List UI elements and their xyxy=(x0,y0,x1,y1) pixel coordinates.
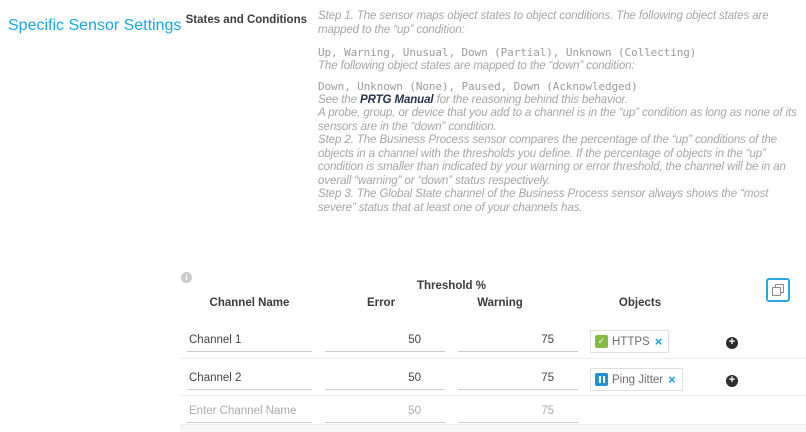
step3-paragraph: Step 3. The Global State channel of the Business Process sensor always shows the “most severe” status that at least one of your channels has. xyxy=(318,188,769,214)
see-suffix-text: for the reasoning behind this behavior. xyxy=(433,93,628,106)
channel-name-header: Channel Name xyxy=(209,297,290,309)
object-label: HTTPS xyxy=(612,335,650,348)
step1-paragraph: Step 1. The sensor maps object states to object conditions. The following object states are mapped to the “up” condition: xyxy=(318,10,769,36)
new-channel-name-input[interactable] xyxy=(187,402,312,423)
new-warning-threshold-input[interactable] xyxy=(458,402,578,423)
objects-header: Objects xyxy=(618,297,662,309)
states-help-text xyxy=(318,10,802,215)
error-threshold-input[interactable] xyxy=(325,331,445,352)
threshold-group-header: Threshold % xyxy=(416,280,486,292)
warning-header: Warning xyxy=(477,297,523,309)
object-label: Ping Jitter xyxy=(612,373,664,386)
channel-name-input[interactable] xyxy=(187,369,312,390)
error-header: Error xyxy=(366,297,396,309)
new-error-threshold-input[interactable] xyxy=(325,402,445,423)
page-title: Specific Sensor Settings xyxy=(8,16,182,34)
warning-threshold-input[interactable] xyxy=(458,331,578,352)
step2-paragraph: Step 2. The Business Process sensor compares the percentage of the “up” conditions of the objects in a channel with the thresholds you define. If the percentage of objects in the “up” condition is smaller than indicated by your warning or error threshold, the channel will be in an overall “warning” or “down” status respectively. xyxy=(318,134,786,187)
manual-paragraph xyxy=(318,94,802,135)
section-divider xyxy=(180,424,806,432)
see-prefix-text: See the xyxy=(318,93,361,106)
probe-note-text: A probe, group, or device that you add to a channel is in the “up” condition as long as none of its sensors are in the “down” condition. xyxy=(318,107,797,133)
info-icon[interactable]: i xyxy=(181,272,192,283)
up-states-list: Up, Warning, Unusual, Down (Partial), Unknown (Collecting) xyxy=(318,46,697,59)
down-intro-paragraph: The following object states are mapped to the “down” condition: xyxy=(318,59,635,72)
add-object-button[interactable]: + xyxy=(726,375,738,387)
row-divider xyxy=(180,395,806,396)
object-chip xyxy=(590,330,669,353)
pause-icon xyxy=(595,373,608,386)
remove-object-button[interactable]: × xyxy=(654,334,663,349)
check-icon: ✓ xyxy=(595,335,608,348)
add-object-button[interactable]: + xyxy=(726,337,738,349)
states-and-conditions-label: States and Conditions xyxy=(185,14,307,26)
row-divider xyxy=(180,358,806,359)
copy-button[interactable] xyxy=(766,278,790,302)
remove-object-button[interactable]: × xyxy=(668,372,676,387)
warning-threshold-input[interactable] xyxy=(458,369,578,390)
copy-icon xyxy=(772,284,784,296)
error-threshold-input[interactable] xyxy=(325,369,445,390)
prtg-manual-link[interactable]: PRTG Manual xyxy=(360,93,434,106)
channel-name-input[interactable] xyxy=(187,331,312,352)
down-states-list: Down, Unknown (None), Paused, Down (Acknowledged) xyxy=(318,80,638,93)
object-chip xyxy=(590,368,683,391)
